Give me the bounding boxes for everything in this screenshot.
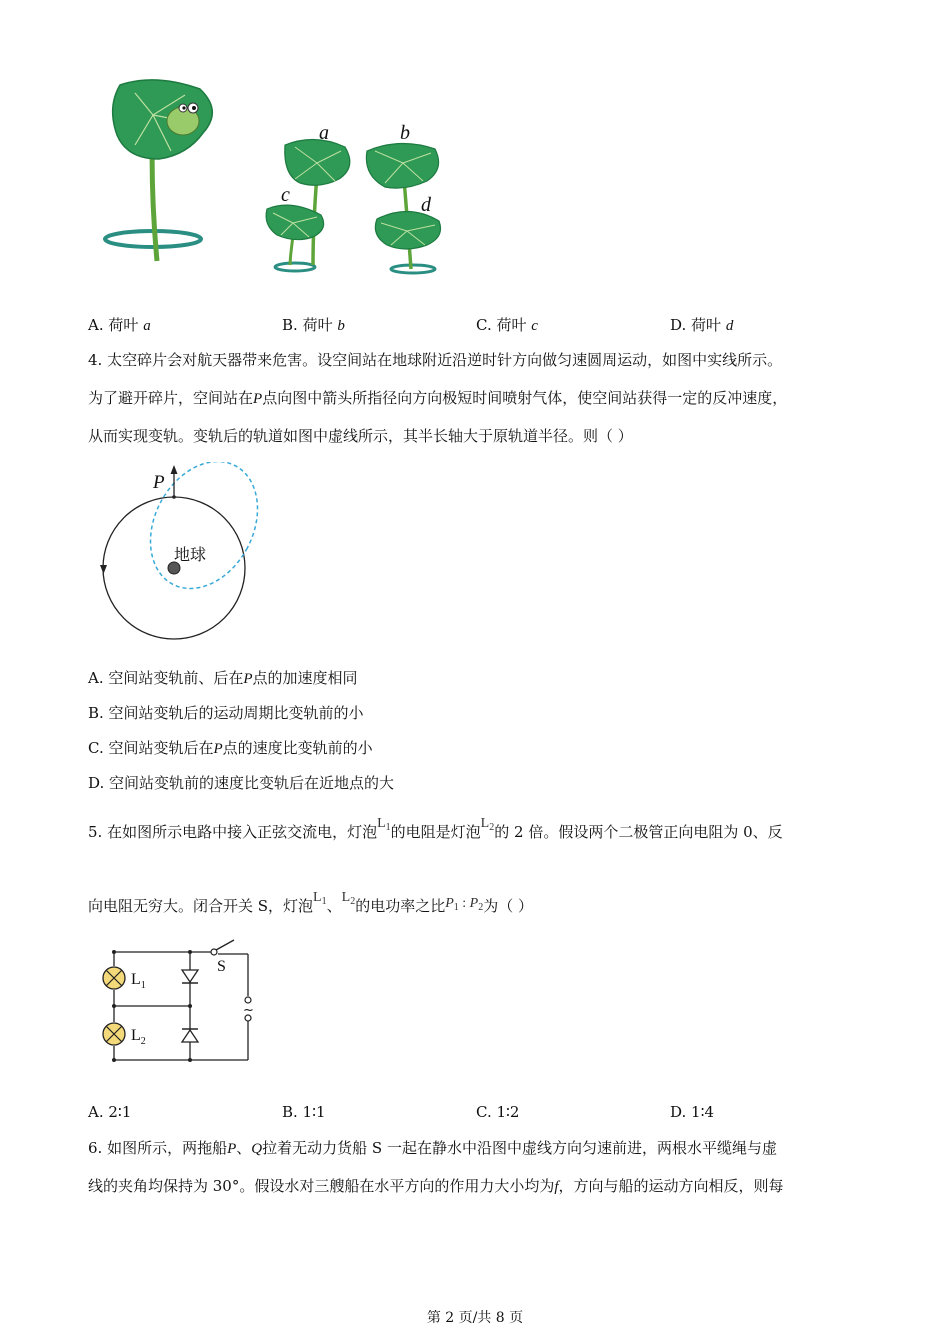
diode-lower-icon <box>182 1029 198 1042</box>
point-p-label: P <box>153 472 165 493</box>
q4-option-d[interactable]: D. 空间站变轨前的速度比变轨后在近地点的大 <box>88 774 395 792</box>
orbit-diagram <box>95 462 265 642</box>
q5-option-c[interactable]: C. 1∶2 <box>476 1103 520 1121</box>
q5-stem-line-1: 5. 在如图所示电路中接入正弦交流电，灯泡$L_1$的电阻是灯泡$L_2$的 2 倍。假设两个二极管正向电阻为 0、反 <box>88 816 783 841</box>
elliptical-orbit <box>129 462 265 607</box>
q4-option-b[interactable]: B. 空间站变轨后的运动周期比变轨前的小 <box>88 704 364 722</box>
q4-option-c[interactable]: C. 空间站变轨后在P点的速度比变轨前的小 <box>88 739 373 757</box>
q5-option-b[interactable]: B. 1∶1 <box>282 1103 326 1121</box>
lotus-pair-ac <box>266 139 350 271</box>
q6-stem-line-2: 线的夹角均保持为 30°。假设水对三艘船在水平方向的作用力大小均为f，方向与船的运动方向相反，则每 <box>88 1177 784 1195</box>
orbit-direction-arrow-icon <box>100 565 107 574</box>
switch-label: S <box>217 958 226 975</box>
circuit-diagram <box>100 938 260 1068</box>
tall-lotus-leaf <box>105 80 212 261</box>
leaf-label-c: c <box>281 184 290 206</box>
lamp2-label: $L_2$ <box>131 1027 146 1047</box>
q3-option-c[interactable]: C. 荷叶 c <box>476 316 538 334</box>
lamp-l2-icon <box>103 1023 125 1045</box>
leaf-label-a: a <box>319 122 329 144</box>
q5-stem-line-2: 向电阻无穷大。闭合开关 S，灯泡$L_1$、$L_2$的电功率之比$P_1$ : $P_2$为（ ） <box>88 890 533 915</box>
q5-option-d[interactable]: D. 1∶4 <box>670 1103 715 1121</box>
arrow-up-icon <box>171 465 178 474</box>
leaf-label-b: b <box>400 122 410 144</box>
q5-option-a[interactable]: A. 2∶1 <box>88 1103 132 1121</box>
q4-stem-line-2: 为了避开碎片，空间站在P点向图中箭头所指径向方向极短时间喷射气体，使空间站获得一定的反冲速度， <box>88 389 788 407</box>
q4-option-a[interactable]: A. 空间站变轨前、后在P点的加速度相同 <box>88 669 358 687</box>
q6-stem-line-1: 6. 如图所示，两拖船P、Q拉着无动力货船 S 一起在静水中沿图中虚线方向匀速前进，两根水平缆绳与虚 <box>88 1139 777 1157</box>
q3-option-a[interactable]: A. 荷叶 a <box>88 316 151 334</box>
lotus-figure <box>95 75 455 285</box>
page-footer: 第 2 页/共 8 页 <box>426 1310 524 1326</box>
q3-option-b[interactable]: B. 荷叶 b <box>282 316 345 334</box>
earth-label: 地球 <box>174 545 207 564</box>
diode-upper-icon <box>182 970 198 983</box>
q3-option-d[interactable]: D. 荷叶 d <box>670 316 734 334</box>
q4-stem-line-3: 从而实现变轨。变轨后的轨道如图中虚线所示，其半长轴大于原轨道半径。则（ ） <box>88 427 633 445</box>
leaf-label-d: d <box>421 194 431 216</box>
ac-source-label: ~ <box>243 1003 254 1018</box>
q4-stem-line-1: 4. 太空碎片会对航天器带来危害。设空间站在地球附近沿逆时针方向做匀速圆周运动，如图中实线所示。 <box>88 351 783 369</box>
lamp1-label: $L_1$ <box>131 971 146 991</box>
lamp-l1-icon <box>103 967 125 989</box>
